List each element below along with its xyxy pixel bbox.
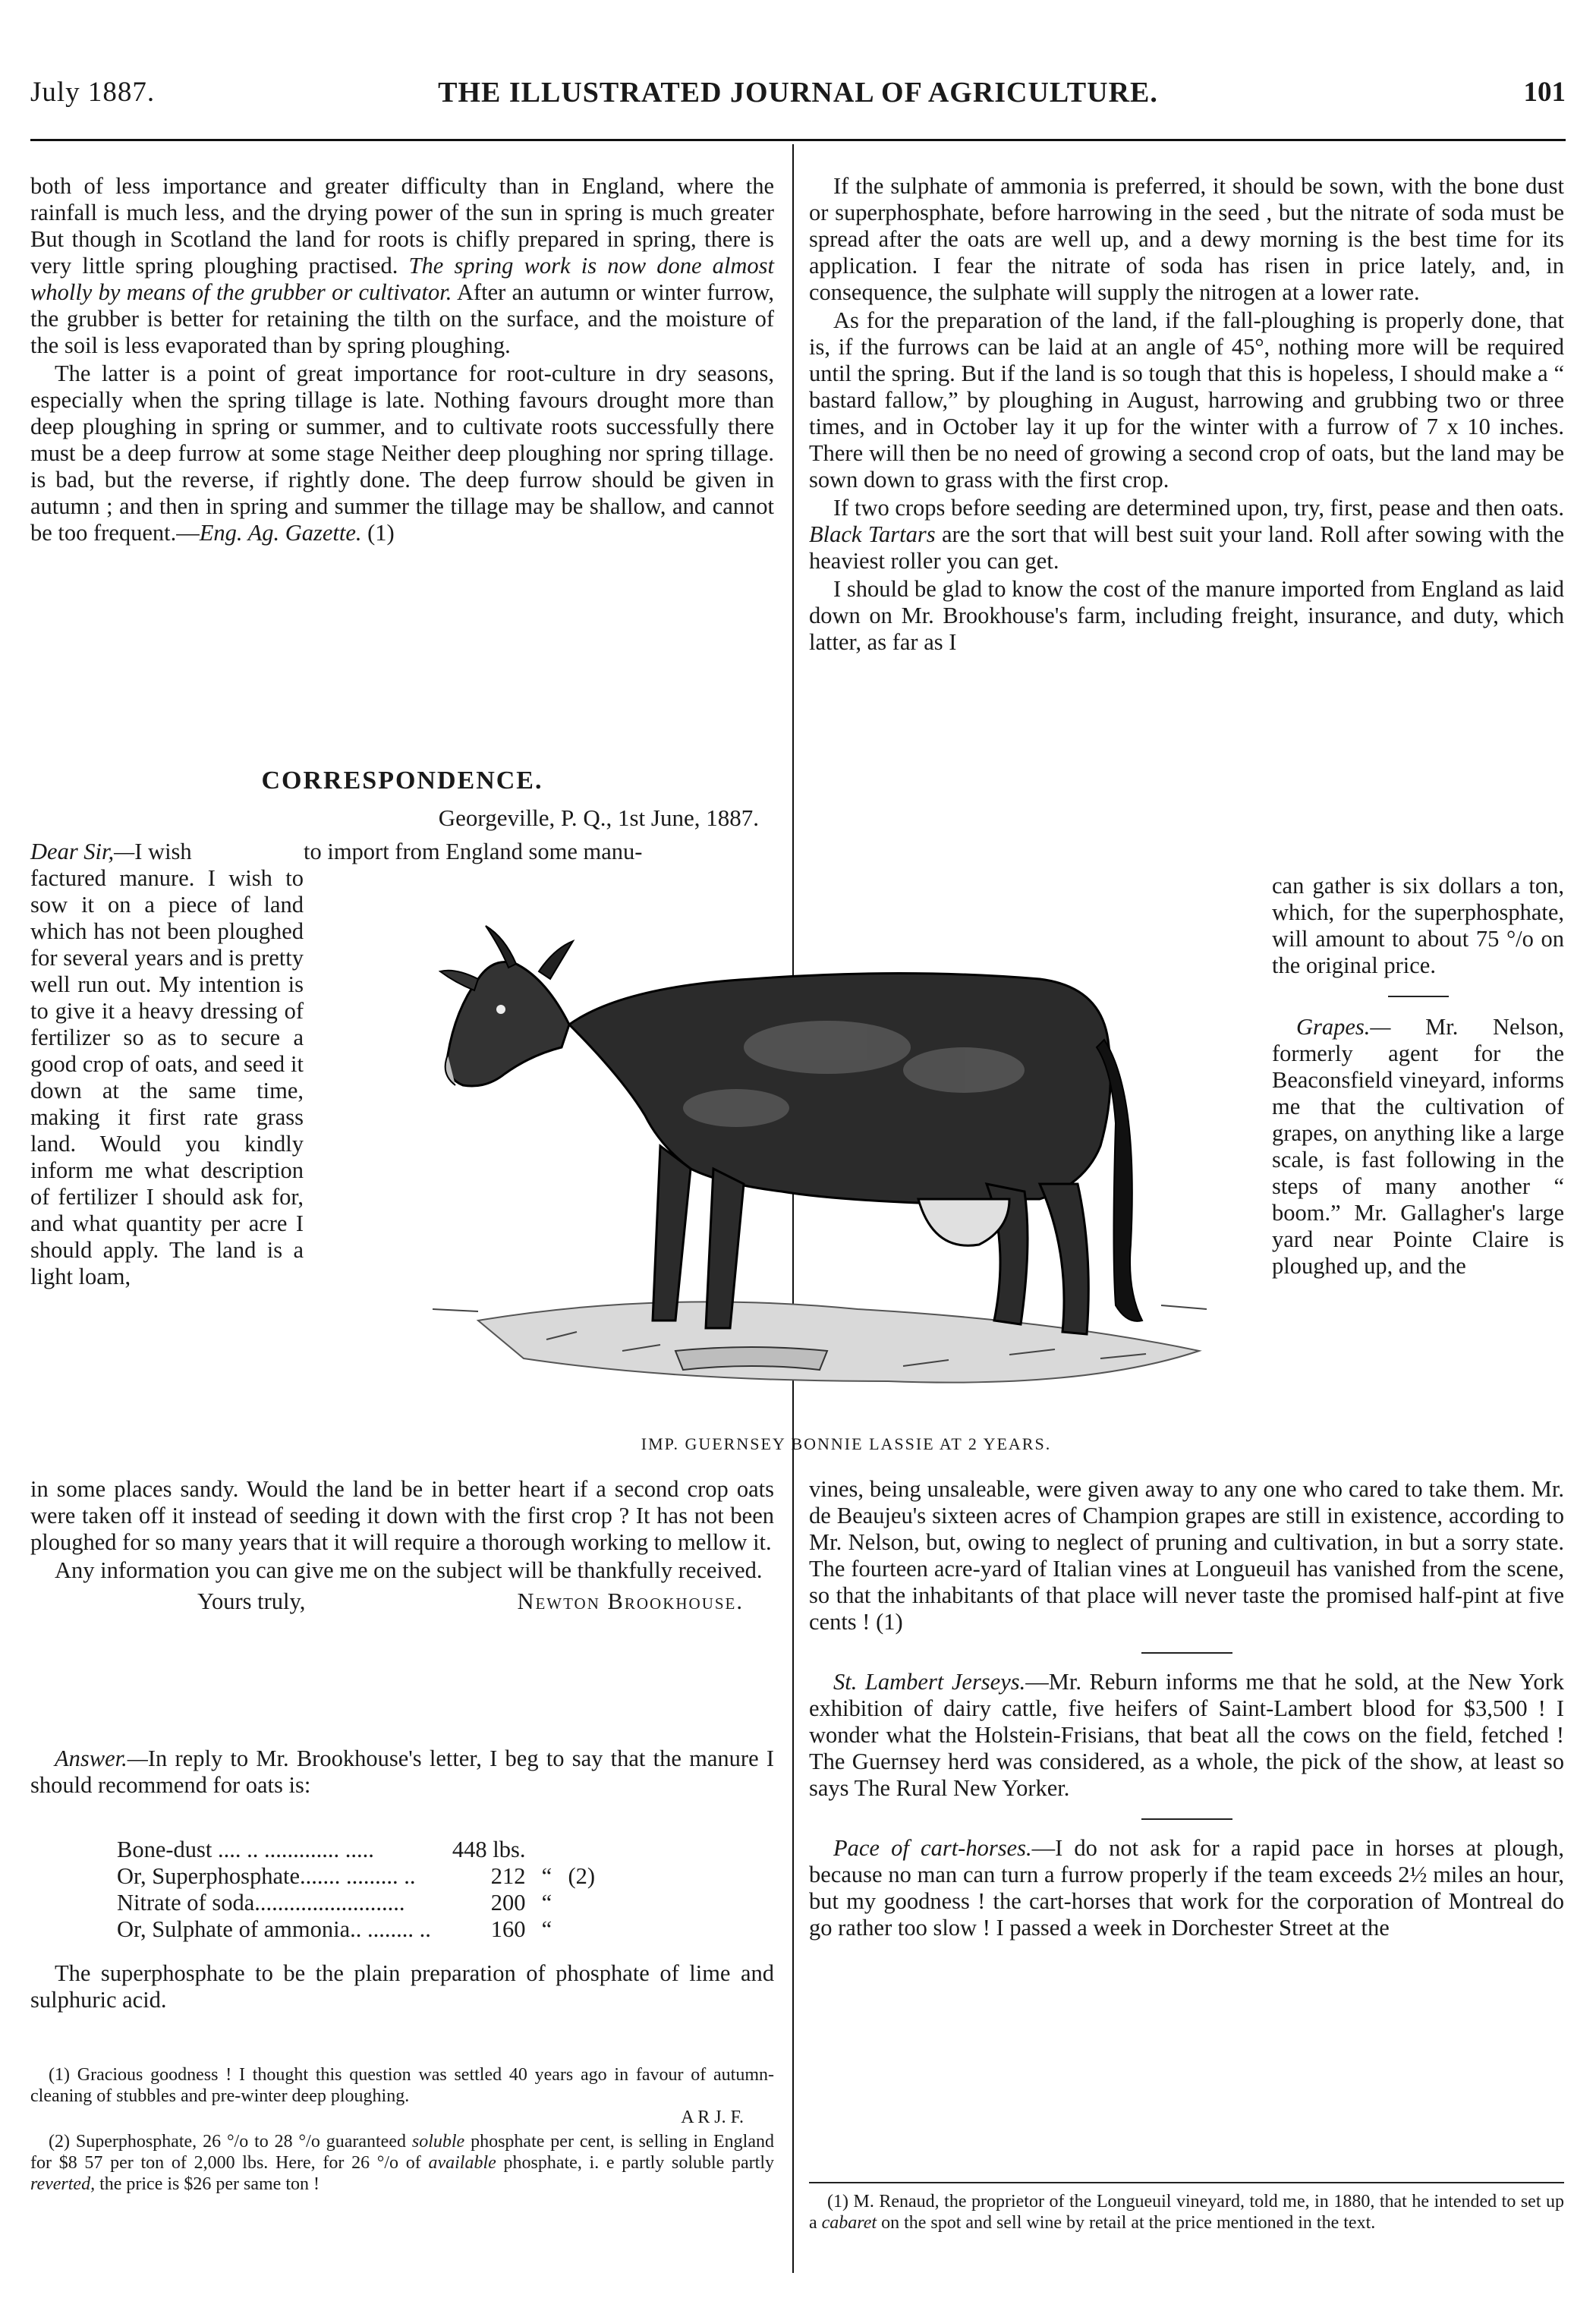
salutation: Dear Sir,—: [30, 839, 135, 864]
table-cell: “: [541, 1863, 552, 1889]
answer-conclusion: [30, 1960, 774, 2013]
journal-title: THE ILLUSTRATED JOURNAL OF AGRICULTURE.: [438, 77, 1158, 109]
table-cell: 448 lbs.: [452, 1837, 526, 1862]
paragraph: can gather is six dollars a ton, which, for the superphosphate, will amount to about 75 °/o on the original price.: [1272, 873, 1564, 978]
signature: Newton Brookhouse.: [517, 1588, 744, 1614]
paragraph-text: After an autumn or winter furrow, the grubber is better for retaining the tilth on the surface, and the moisture of the soil is less evaporated than by spring ploughing.: [30, 279, 775, 358]
footnote: [30, 2131, 774, 2195]
table-cell: 212: [490, 1863, 526, 1889]
letter-signoff: [30, 1588, 774, 1615]
table-cell: [565, 1837, 616, 1863]
page-number: 101: [1523, 77, 1566, 108]
italic-text: reverted,: [30, 2174, 96, 2194]
paragraph: The superphosphate to be the plain preparation of phosphate of lime and sulphuric acid.: [30, 1960, 774, 2013]
letter-text: factured manure. I wish to sow it on a piece of land which has not been ploughed for several years and is pretty well run out. My intention is to give it a heavy dressing of fertilizer so as to secure a good crop of oats, and seed it down at the same time, making it first rate grass land. Would you kindly inform me what description of fertilizer I should ask for, and what quantity per acre I should apply. The land is a light loam,: [30, 865, 304, 1289]
footnote-right: [809, 2182, 1564, 2233]
section-divider: [1388, 996, 1449, 997]
issue-date: July 1887.: [30, 77, 156, 108]
paragraph: [30, 360, 774, 546]
answer-text: In reply to Mr. Brookhouse's letter, I beg to say that the manure I should recommend for oats is:: [30, 1746, 774, 1798]
left-column-top: [30, 173, 774, 546]
source-citation: Eng. Ag. Gazette.: [199, 520, 362, 546]
paragraph-text: If two crops before seeding are determined upon, try, first, pease and then oats.: [833, 495, 1564, 521]
footnotes-left: [30, 2064, 774, 2198]
manure-table: [114, 1837, 616, 1943]
table-cell: 200: [490, 1890, 526, 1916]
figure-caption: IMP. GUERNSEY BONNIE LASSIE AT 2 YEARS.: [641, 1434, 1052, 1453]
footnote-ref: (1): [367, 520, 395, 546]
paragraph: If the sulphate of ammonia is preferred, it should be sown, with the bone dust or superphosphate, before harrowing in the seed , but the nitrate of soda must be spread after the oats are well up, and a dewy morning is the best time for its application. I fear the nitrate of soda has risen in price lately, and, in consequence, the sulphate will supply the nitrogen at a lower rate.: [809, 173, 1564, 305]
table-row: [114, 1890, 616, 1916]
header-rule: [30, 139, 1566, 141]
letter-continued: [30, 1476, 774, 1615]
section-heading: CORRESPONDENCE.: [261, 767, 543, 795]
paragraph-text: are the sort that will best suit your land. Roll after sowing with the heaviest roller you can get.: [809, 521, 1564, 574]
paragraph: [809, 495, 1564, 574]
letter-narrow-column: [30, 865, 304, 1290]
footnote-text: (2) Superphosphate, 26 °/o to 28 °/o guaranteed: [49, 2132, 406, 2152]
section-label: Grapes.—: [1296, 1014, 1391, 1040]
table-cell: Or, Sulphate of ammonia.. ........ ..: [117, 1916, 431, 1942]
section-label: Pace of cart-horses.: [833, 1835, 1032, 1861]
letter-text: I wish: [134, 839, 192, 864]
table-row: [114, 1837, 616, 1863]
letter-opening-continued: [304, 839, 774, 865]
footnote-text: (1) M. Renaud, the proprietor of the Longueuil vineyard, told me, in 1880, that he intended to set up a: [809, 2192, 1564, 2233]
table-cell: “: [541, 1916, 552, 1942]
footnote-signature: A R J. F.: [681, 2108, 744, 2127]
cow-illustration: [433, 896, 1260, 1419]
footnote-text: on the spot and sell wine by retail at the price mentioned in the text.: [881, 2213, 1376, 2233]
italic-text: The spring work is now done almost wholly by means of the grubber or cultivator.: [30, 253, 775, 305]
paragraph-text: both of less importance and greater difficulty than in England, where the rainfall is much less, and the drying power of the sun in spring is much greater But though in Scotland the land for roots is chifly prepared in spring, there is very little spring ploughing practised.: [30, 173, 774, 279]
paragraph-text: The latter is a point of great importance for root-culture in dry seasons, especially when the spring tillage is late. Nothing favours drought more than deep ploughing in spring or summer, and to cultivate roots successfully there must be a deep furrow at some stage Neither deep ploughing nor spring tillage. is bad, but the reverse, if rightly done. The deep furrow should be given in autumn ; and then in spring and summer the tillage may be shallow, and cannot be too frequent.—: [30, 360, 774, 546]
table-cell: [565, 1890, 616, 1916]
footnote: [809, 2191, 1564, 2233]
footnote-text: phosphate per cent, is selling in England for $8 57 per ton of 2,000 lbs. Here, for 26 °/o of: [30, 2132, 775, 2173]
paragraph: [809, 1835, 1564, 1941]
right-column-top: [809, 173, 1564, 656]
paragraph: vines, being unsaleable, were given away to any one who cared to take them. Mr. de Beaujeu's sixteen acres of Champion grapes are still in existence, according to Mr. Nelson, but, owing to neglect of pruning and cultivation, in but a sorry state. The fourteen acre-yard of Italian vines at Longueuil has vanished from the scene, so that the inhabitants of that place will never taste the promised half-pint at five cents ! (1): [809, 1476, 1564, 1635]
letter-dateline: Georgeville, P. Q., 1st June, 1887.: [438, 804, 759, 831]
letter-text: to import from England some manu-: [304, 839, 643, 864]
paragraph: [30, 173, 774, 359]
answer-block: [30, 1746, 774, 1799]
table-cell: Nitrate of soda..........................: [117, 1890, 405, 1916]
running-head: [30, 76, 1566, 114]
section-divider: [1141, 1818, 1232, 1820]
paragraph-text: —Mr. Reburn informs me that he sold, at the New York exhibition of dairy cattle, five heifers of Saint-Lambert blood for $3,500 ! I wonder what the Holstein-Frisians, that beat all the cows on the field, fetched ! The Guernsey herd was considered, as a whole, the pick of the show, at least so says The Rural New Yorker.: [809, 1669, 1564, 1801]
paragraph: [809, 1669, 1564, 1802]
footnote-text: the price is $26 per same ton !: [99, 2174, 320, 2194]
italic-text: cabaret: [821, 2213, 877, 2233]
table-cell: Or, Superphosphate....... ......... ..: [117, 1863, 416, 1889]
table-row: [114, 1863, 616, 1890]
paragraph: [1272, 1014, 1564, 1280]
guernsey-cow-engraving: [433, 896, 1260, 1419]
italic-text: Black Tartars: [809, 521, 936, 547]
table-cell: [528, 1837, 565, 1863]
answer-label: Answer.—: [55, 1746, 148, 1771]
footnote-text: (1) Gracious goodness ! I thought this question was settled 40 years ago in favour of autumn-cleaning of stubbles and pre-winter deep ploughing.: [30, 2065, 774, 2106]
closing: Yours truly,: [197, 1588, 306, 1614]
letter-text: Any information you can give me on the subject will be thankfully received.: [55, 1557, 763, 1583]
table-cell: (2): [568, 1863, 596, 1889]
paragraph: I should be glad to know the cost of the manure imported from England as laid down on Mr. Brookhouse's farm, including freight, insurance, and duty, which latter, as far as I: [809, 576, 1564, 655]
section-label: St. Lambert Jerseys.: [833, 1669, 1026, 1695]
table-row: [114, 1916, 616, 1943]
italic-text: available: [428, 2153, 496, 2173]
paragraph: As for the preparation of the land, if the fall-ploughing is properly done, that is, if the furrows can be laid at an angle of 45°, nothing more will be required until the spring. But if the land is so tough that this is hopeless, I should make a “ bastard fallow,” by ploughing in August, harrowing and grubbing two or three times, and in October lay it up for the winter with a furrow of 7 x 10 inches. There will then be no need of growing a second crop of oats, but the land may be sown down to grass with the first crop.: [809, 307, 1564, 493]
paragraph-text: —I do not ask for a rapid pace in horses at plough, because no man can turn a furrow properly if the team exceeds 2½ miles an hour, but my goodness ! the cart-horses that work for the corporation of Montreal do go rather too slow ! I passed a week in Dorchester Street at the: [809, 1835, 1564, 1941]
table-cell: Bone-dust .... .. ............. .....: [117, 1837, 374, 1862]
footnote: [30, 2064, 774, 2128]
table-cell: 160: [490, 1916, 526, 1942]
table-cell: [565, 1916, 616, 1943]
section-divider: [1141, 1652, 1232, 1654]
italic-text: soluble: [411, 2132, 465, 2152]
paragraph-text: Mr. Nelson, formerly agent for the Beaconsfield vineyard, informs me that the cultivation of grapes, on anything like a large scale, is fast following in the steps of many another “ boom.” Mr. Gallagher's large yard near Pointe Claire is ploughed up, and the: [1272, 1014, 1565, 1279]
right-column-bottom: [809, 1476, 1564, 1941]
letter-text: in some places sandy. Would the land be in better heart if a second crop oats were taken off it instead of seeding it down with the first crop ? It has not been ploughed for so many years that it will require a thorough working to mellow it.: [30, 1476, 774, 1555]
table-cell: “: [541, 1890, 552, 1916]
footnote-text: phosphate, i. e partly soluble partly: [503, 2153, 775, 2173]
right-narrow-column: [1272, 873, 1564, 1280]
